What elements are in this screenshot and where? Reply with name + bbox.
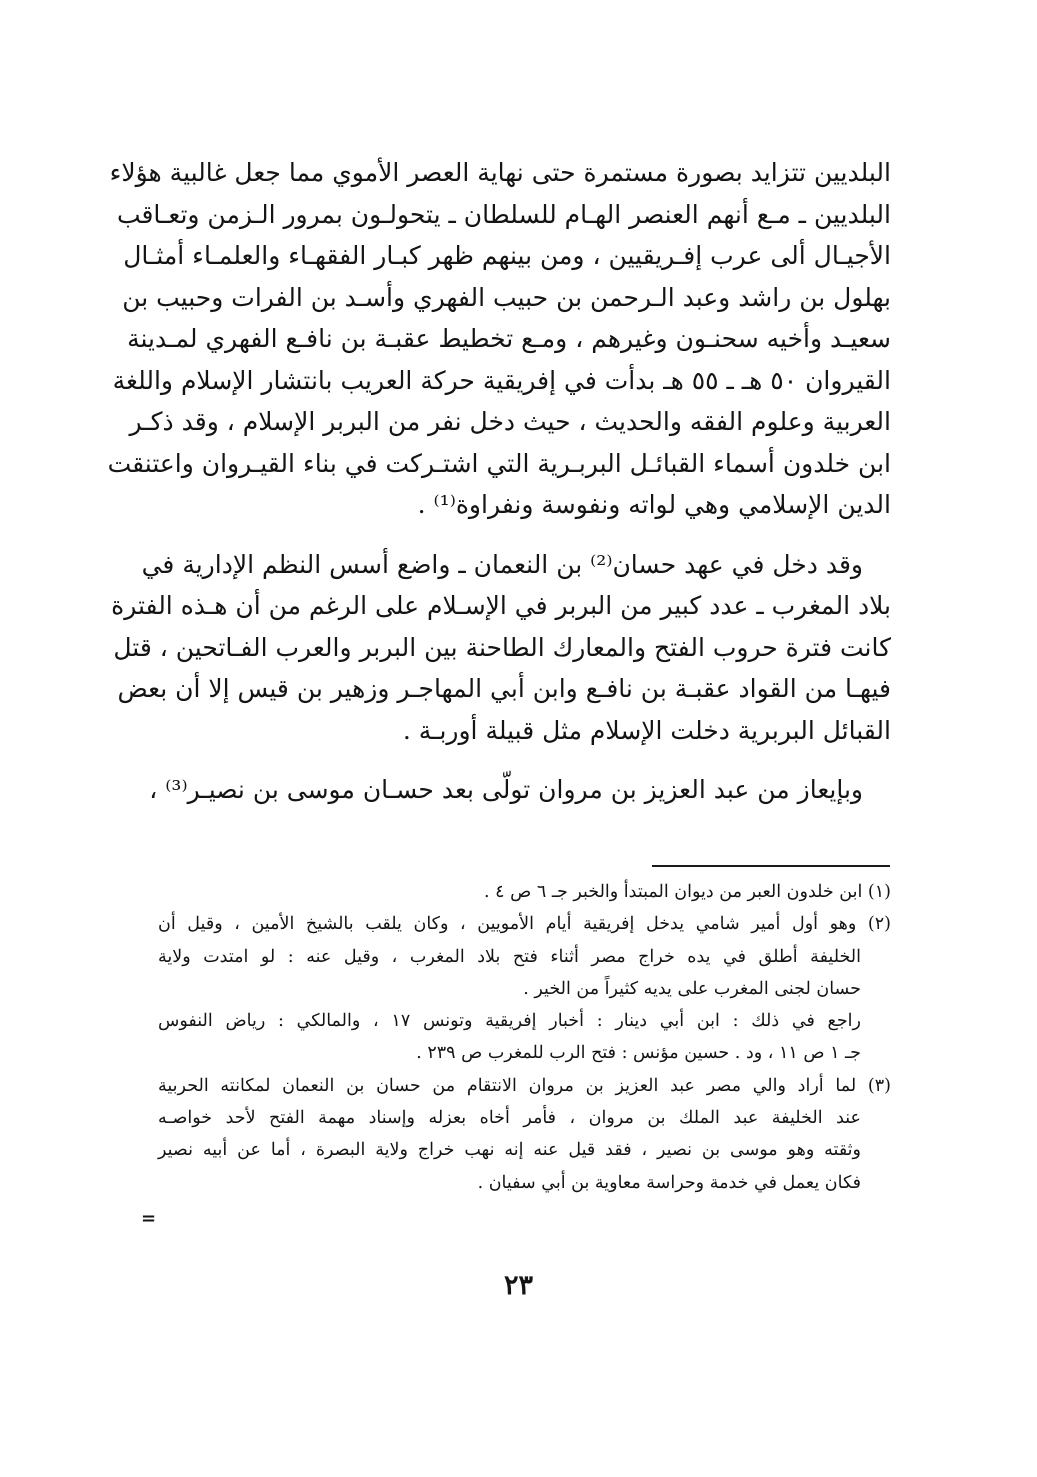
footnotes bbox=[158, 876, 891, 1199]
footnote-line: راجع في ذلك : ابن أبي دينار : أخبار إفريقية وتونس ١٧ ، والمالكي : رياض النفوس bbox=[158, 1011, 861, 1032]
text-line: ابن خلدون أسماء القبائـل البربـرية التي اشتـركت في بناء القيـروان واعتنقت bbox=[107, 448, 891, 478]
footnote-line: (١) ابن خلدون العبر من ديوان المبتدأ والخبر جـ ٦ ص ٤ . bbox=[484, 882, 891, 902]
text-line: العربية وعلوم الفقه والحديث ، حيث دخل نفر من البربر الإسلام ، وقد ذكـر bbox=[129, 407, 891, 436]
text-line: بهلول بن راشد وعبد الـرحمن بن حبيب الفهري وأسـد بن الفرات وحبيب بن bbox=[122, 282, 891, 312]
page-number: ٢٣ bbox=[503, 1270, 533, 1301]
text-line: القيروان ٥٠ هـ ـ ٥٥ هـ بدأت في إفريقية حركة العريب بانتشار الإسلام واللغة bbox=[112, 365, 891, 395]
paragraph-gap bbox=[158, 751, 891, 769]
text-line: القبائل البربرية دخلت الإسلام مثل قبيلة أوربـة . bbox=[402, 715, 891, 745]
paragraph-2 bbox=[111, 544, 891, 752]
footnote-line: عند الخليفة عبد الملك بن مروان ، فأمر أخاه بعزله وإسناد مهمة الفتح لأحد خواصـه bbox=[158, 1108, 861, 1129]
text-line: سعيـد وأخيه سحنـون وغيرهم ، ومـع تخطيط عقبـة بن نافـع الفهري لمـدينة bbox=[127, 324, 891, 353]
text-line: البلديين تتزايد بصورة مستمرة حتى نهاية العصر الأموي مما جعل غالبية هؤلاء bbox=[109, 158, 891, 187]
paragraph-1 bbox=[107, 152, 891, 526]
text-line: الدين الإسلامي وهي لواته ونفوسة ونفراوة⁽¹⁾ . bbox=[417, 490, 891, 519]
paragraph-gap bbox=[158, 526, 891, 544]
continuation-mark: = bbox=[141, 1208, 157, 1229]
footnote-line: الخليفة أطلق في يده خراج مصر أثناء فتح بلاد المغرب ، وقيل عنه : لو امتدت ولاية bbox=[158, 946, 861, 967]
paragraph-3 bbox=[149, 769, 891, 811]
text-line: البلديين ـ مـع أنهم العنصر الهـام للسلطان ـ يتحولـون بمرور الـزمن وتعـاقب bbox=[116, 199, 891, 229]
main-text bbox=[107, 152, 891, 811]
text-line: فيهـا من القواد عقبـة بن نافـع وابن أبي المهاجـر وزهير بن قيس إلا أن بعض bbox=[117, 674, 891, 703]
text-line: وقد دخل في عهد حسان⁽²⁾ بن النعمان ـ واضع أسس النظم الإدارية في bbox=[141, 549, 863, 579]
footnote-line: وثقته وهو موسى بن نصير ، فقد قيل عنه إنه نهب خراج ولاية البصرة ، أما عن أبيه نصير bbox=[158, 1140, 861, 1161]
text-line: بلاد المغرب ـ عدد كبير من البربر في الإسـلام على الرغم من أن هـذه الفترة bbox=[111, 591, 891, 620]
text-line: وبإيعاز من عبد العزيز بن مروان تولّى بعد حسـان موسى بن نصيـر⁽³⁾ ، bbox=[149, 775, 863, 804]
footnote-line: فكان يعمل في خدمة وحراسة معاوية بن أبي سفيان . bbox=[477, 1172, 861, 1193]
footnote-line: جـ ١ ص ١١ ، ود . حسين مؤنس : فتح الرب للمغرب ص ٢٣٩ . bbox=[416, 1043, 861, 1064]
footnote-line: (٢) وهو أول أمير شامي يدخل إفريقية أيام الأمويين ، وكان يلقب بالشيخ الأمين ، وقيل أن bbox=[158, 914, 891, 935]
footnote-line: حسان لجنى المغرب على يديه كثيراً من الخير . bbox=[523, 978, 861, 999]
footnote-line: (٣) لما أراد والي مصر عبد العزيز بن مروان الانتقام من حسان بن النعمان لمكانته الحربية bbox=[158, 1075, 891, 1096]
text-line: كانت فترة حروب الفتح والمعارك الطاحنة بين البربر والعرب الفـاتحين ، قتل bbox=[113, 632, 891, 662]
footnote-separator bbox=[652, 865, 890, 867]
text-line: الأجيـال ألى عرب إفـريقيين ، ومن بينهم ظهر كبـار الفقهـاء والعلمـاء أمثـال bbox=[123, 241, 891, 270]
